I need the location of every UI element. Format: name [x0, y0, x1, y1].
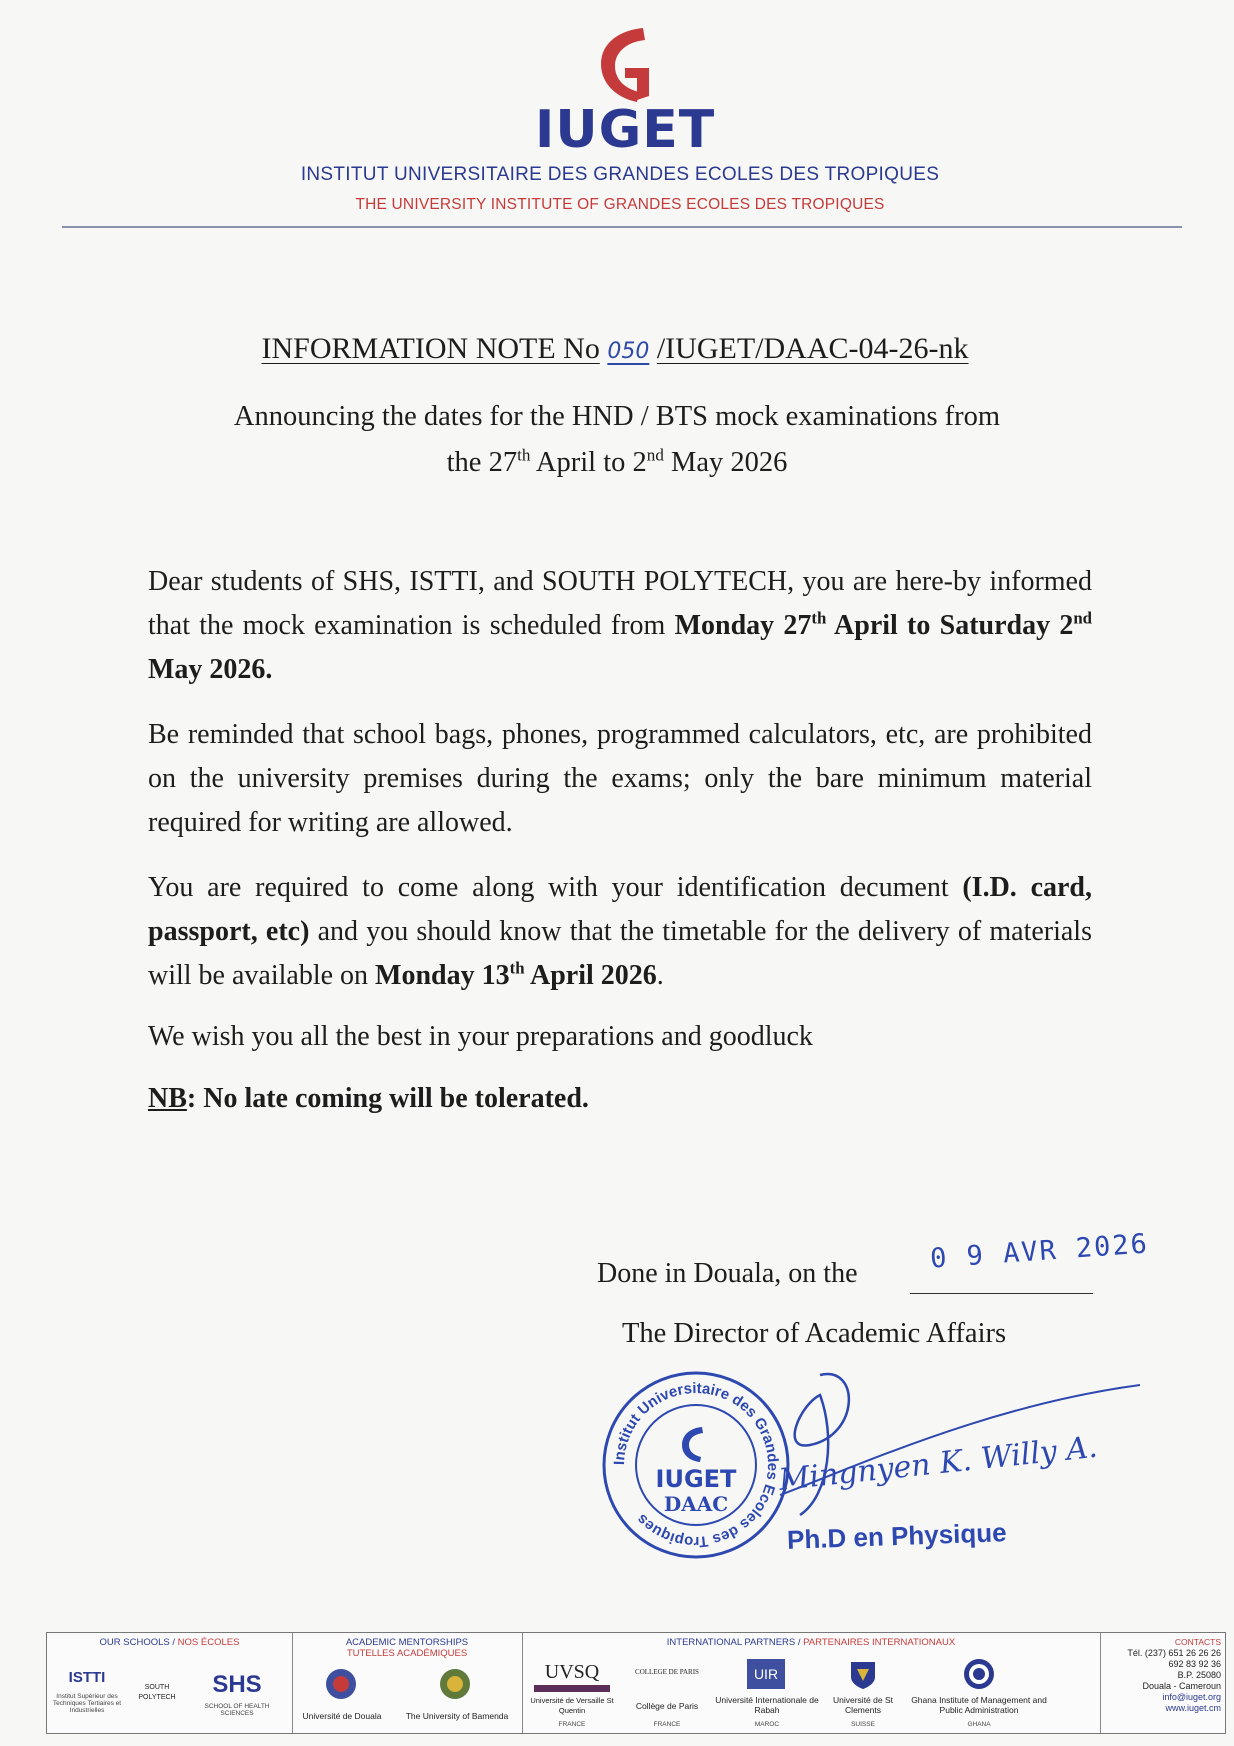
gimpa-label: Ghana Institute of Management and Public Administration	[911, 1695, 1047, 1715]
footer-band	[46, 1632, 1226, 1734]
schools-heading: OUR SCHOOLS / NOS ÉCOLES	[99, 1637, 240, 1648]
subtitle-line-2	[150, 440, 1084, 486]
note-title-prefix: INFORMATION NOTE No	[261, 332, 600, 365]
subtitle-fragment: April to 2	[530, 447, 647, 478]
signature-name: Mingnyen K. Willy A.	[777, 1429, 1100, 1498]
paragraph-announcement	[148, 560, 1092, 692]
footer-partners	[522, 1633, 1101, 1733]
contact-tel-2: 692 83 92 36	[1168, 1659, 1221, 1669]
contact-email[interactable]: info@iuget.org	[1162, 1692, 1221, 1702]
istti-logo: ISTTI	[68, 1669, 106, 1686]
subtitle-fragment: the 27	[446, 447, 518, 478]
paragraph-nb	[148, 1077, 1092, 1121]
contacts-heading: CONTACTS	[1174, 1637, 1221, 1647]
footer-schools	[47, 1633, 293, 1733]
stamp-center-daac: DAAC	[663, 1492, 729, 1516]
ordinal: th	[517, 445, 531, 465]
paragraph-end: .	[656, 960, 664, 991]
timetable-date: Monday 13	[375, 960, 510, 991]
college-de-paris-logo: COLLEGE DE PARIS	[635, 1668, 699, 1676]
nb-label: NB	[148, 1083, 187, 1114]
heading-fr: NOS ÉCOLES	[177, 1637, 240, 1648]
shs-sub: SCHOOL OF HEALTH SCIENCES	[204, 1703, 270, 1717]
stamp-ring-text: Institut Universitaire des Grandes Ecoles des Tropiques	[610, 1379, 782, 1551]
istti-sub: Institut Supérieur des Techniques Tertiaires et Industrielles	[52, 1693, 122, 1714]
college-de-paris-country: FRANCE	[653, 1721, 681, 1728]
done-in-douala: Done in Douala, on the	[597, 1258, 858, 1289]
iuget-logo-icon	[591, 22, 661, 112]
institute-name-fr: INSTITUT UNIVERSITAIRE DES GRANDES ECOLES DES TROPIQUES	[300, 164, 940, 185]
heading-en: INTERNATIONAL PARTNERS	[666, 1637, 796, 1648]
south-polytech-logo: SOUTH POLYTECH	[138, 1684, 176, 1701]
bamenda-crest-icon	[438, 1667, 472, 1701]
nb-text: : No late coming will be tolerated.	[186, 1083, 589, 1114]
timetable-date-rest: April 2026	[524, 960, 657, 991]
douala-crest-icon	[324, 1667, 358, 1701]
st-clements-crest-icon	[848, 1659, 878, 1691]
contact-city: Douala - Cameroun	[1142, 1681, 1221, 1691]
paragraph-text: You are required to come along with your identification decument	[148, 872, 963, 903]
uvsq-bar	[534, 1685, 610, 1692]
uvsq-logo: UVSQ	[544, 1661, 600, 1683]
id-documents: (I.D. card, passport, etc)	[148, 872, 1092, 947]
date-underline	[910, 1293, 1093, 1294]
note-number: 050	[607, 339, 650, 364]
heading-en: ACADEMIC MENTORSHIPS	[345, 1637, 469, 1648]
st-clements-country: SUISSE	[851, 1721, 875, 1728]
uir-country: MAROC	[754, 1721, 780, 1728]
heading-fr: PARTENAIRES INTERNATIONAUX	[803, 1637, 956, 1648]
paragraph-wishes: We wish you all the best in your preparations and goodluck	[148, 1021, 813, 1052]
exam-end-date: May 2026.	[148, 654, 273, 685]
heading-fr: TUTELLES ACADÉMIQUES	[346, 1648, 468, 1659]
logo-wordmark: IUGET	[535, 100, 716, 160]
footer-mentorships	[292, 1633, 523, 1733]
note-title	[200, 332, 1030, 366]
contact-website[interactable]: www.iuget.cm	[1165, 1703, 1221, 1713]
exam-start-date: Monday 27	[674, 610, 812, 641]
ordinal: th	[509, 958, 525, 978]
institute-name-en: THE UNIVERSITY INSTITUTE OF GRANDES ECOLES DES TROPIQUES	[355, 196, 885, 213]
mentorships-heading	[292, 1637, 522, 1659]
paragraph-prohibited-items: Be reminded that school bags, phones, programmed calculators, etc, are prohibited on the university premises during the exams; only the bare minimum material required for writing are allowed.	[148, 719, 1092, 838]
subtitle-line-1: Announcing the dates for the HND / BTS mock examinations from	[233, 401, 1001, 432]
uir-logo: UIR	[747, 1659, 785, 1689]
ordinal: th	[811, 608, 827, 628]
contact-bp: B.P. 25080	[1177, 1670, 1221, 1680]
stamp-center-iuget: IUGET	[655, 1465, 737, 1493]
douala-label: Université de Douala	[302, 1711, 382, 1721]
contact-tel: Tél. (237) 651 26 26 26	[1127, 1648, 1221, 1658]
ordinal: nd	[646, 445, 664, 465]
note-title-suffix: /IUGET/DAAC-04-26-nk	[656, 332, 969, 365]
ordinal: nd	[1073, 608, 1093, 628]
director-title: The Director of Academic Affairs	[622, 1318, 1007, 1349]
st-clements-label: Université de St Clements	[833, 1695, 893, 1715]
gimpa-country: GHANA	[967, 1721, 991, 1728]
bamenda-label: The University of Bamenda	[405, 1711, 509, 1721]
director-degree: Ph.D en Physique	[786, 1517, 1008, 1555]
uvsq-label: Université de Versaille St Quentin	[530, 1696, 614, 1715]
footer-contacts	[1127, 1637, 1221, 1714]
partners-heading: INTERNATIONAL PARTNERS / PARTENAIRES INTERNATIONAUX	[666, 1637, 956, 1648]
paragraph-text: and you should know that the timetable for the delivery of materials will be available on	[148, 916, 1092, 991]
heading-en: OUR SCHOOLS	[99, 1637, 170, 1648]
shs-logo: SHS	[212, 1671, 262, 1698]
header-divider	[62, 226, 1182, 228]
gimpa-crest-icon	[962, 1657, 996, 1691]
subtitle-fragment: May 2026	[663, 447, 788, 478]
uir-label: Université Internationale de Rabah	[715, 1695, 819, 1715]
paragraph-identification	[148, 866, 1092, 998]
paragraph-text: Dear students of SHS, ISTTI, and SOUTH POLYTECH, you are here-by informed that the mock examination is scheduled from	[148, 566, 1092, 641]
uvsq-country: FRANCE	[558, 1721, 586, 1728]
exam-date-range: April to Saturday 2	[826, 610, 1074, 641]
college-de-paris-label: Collège de Paris	[635, 1701, 699, 1711]
note-subtitle	[150, 394, 1084, 486]
date-stamp: 0 9 AVR 2026	[929, 1228, 1150, 1275]
